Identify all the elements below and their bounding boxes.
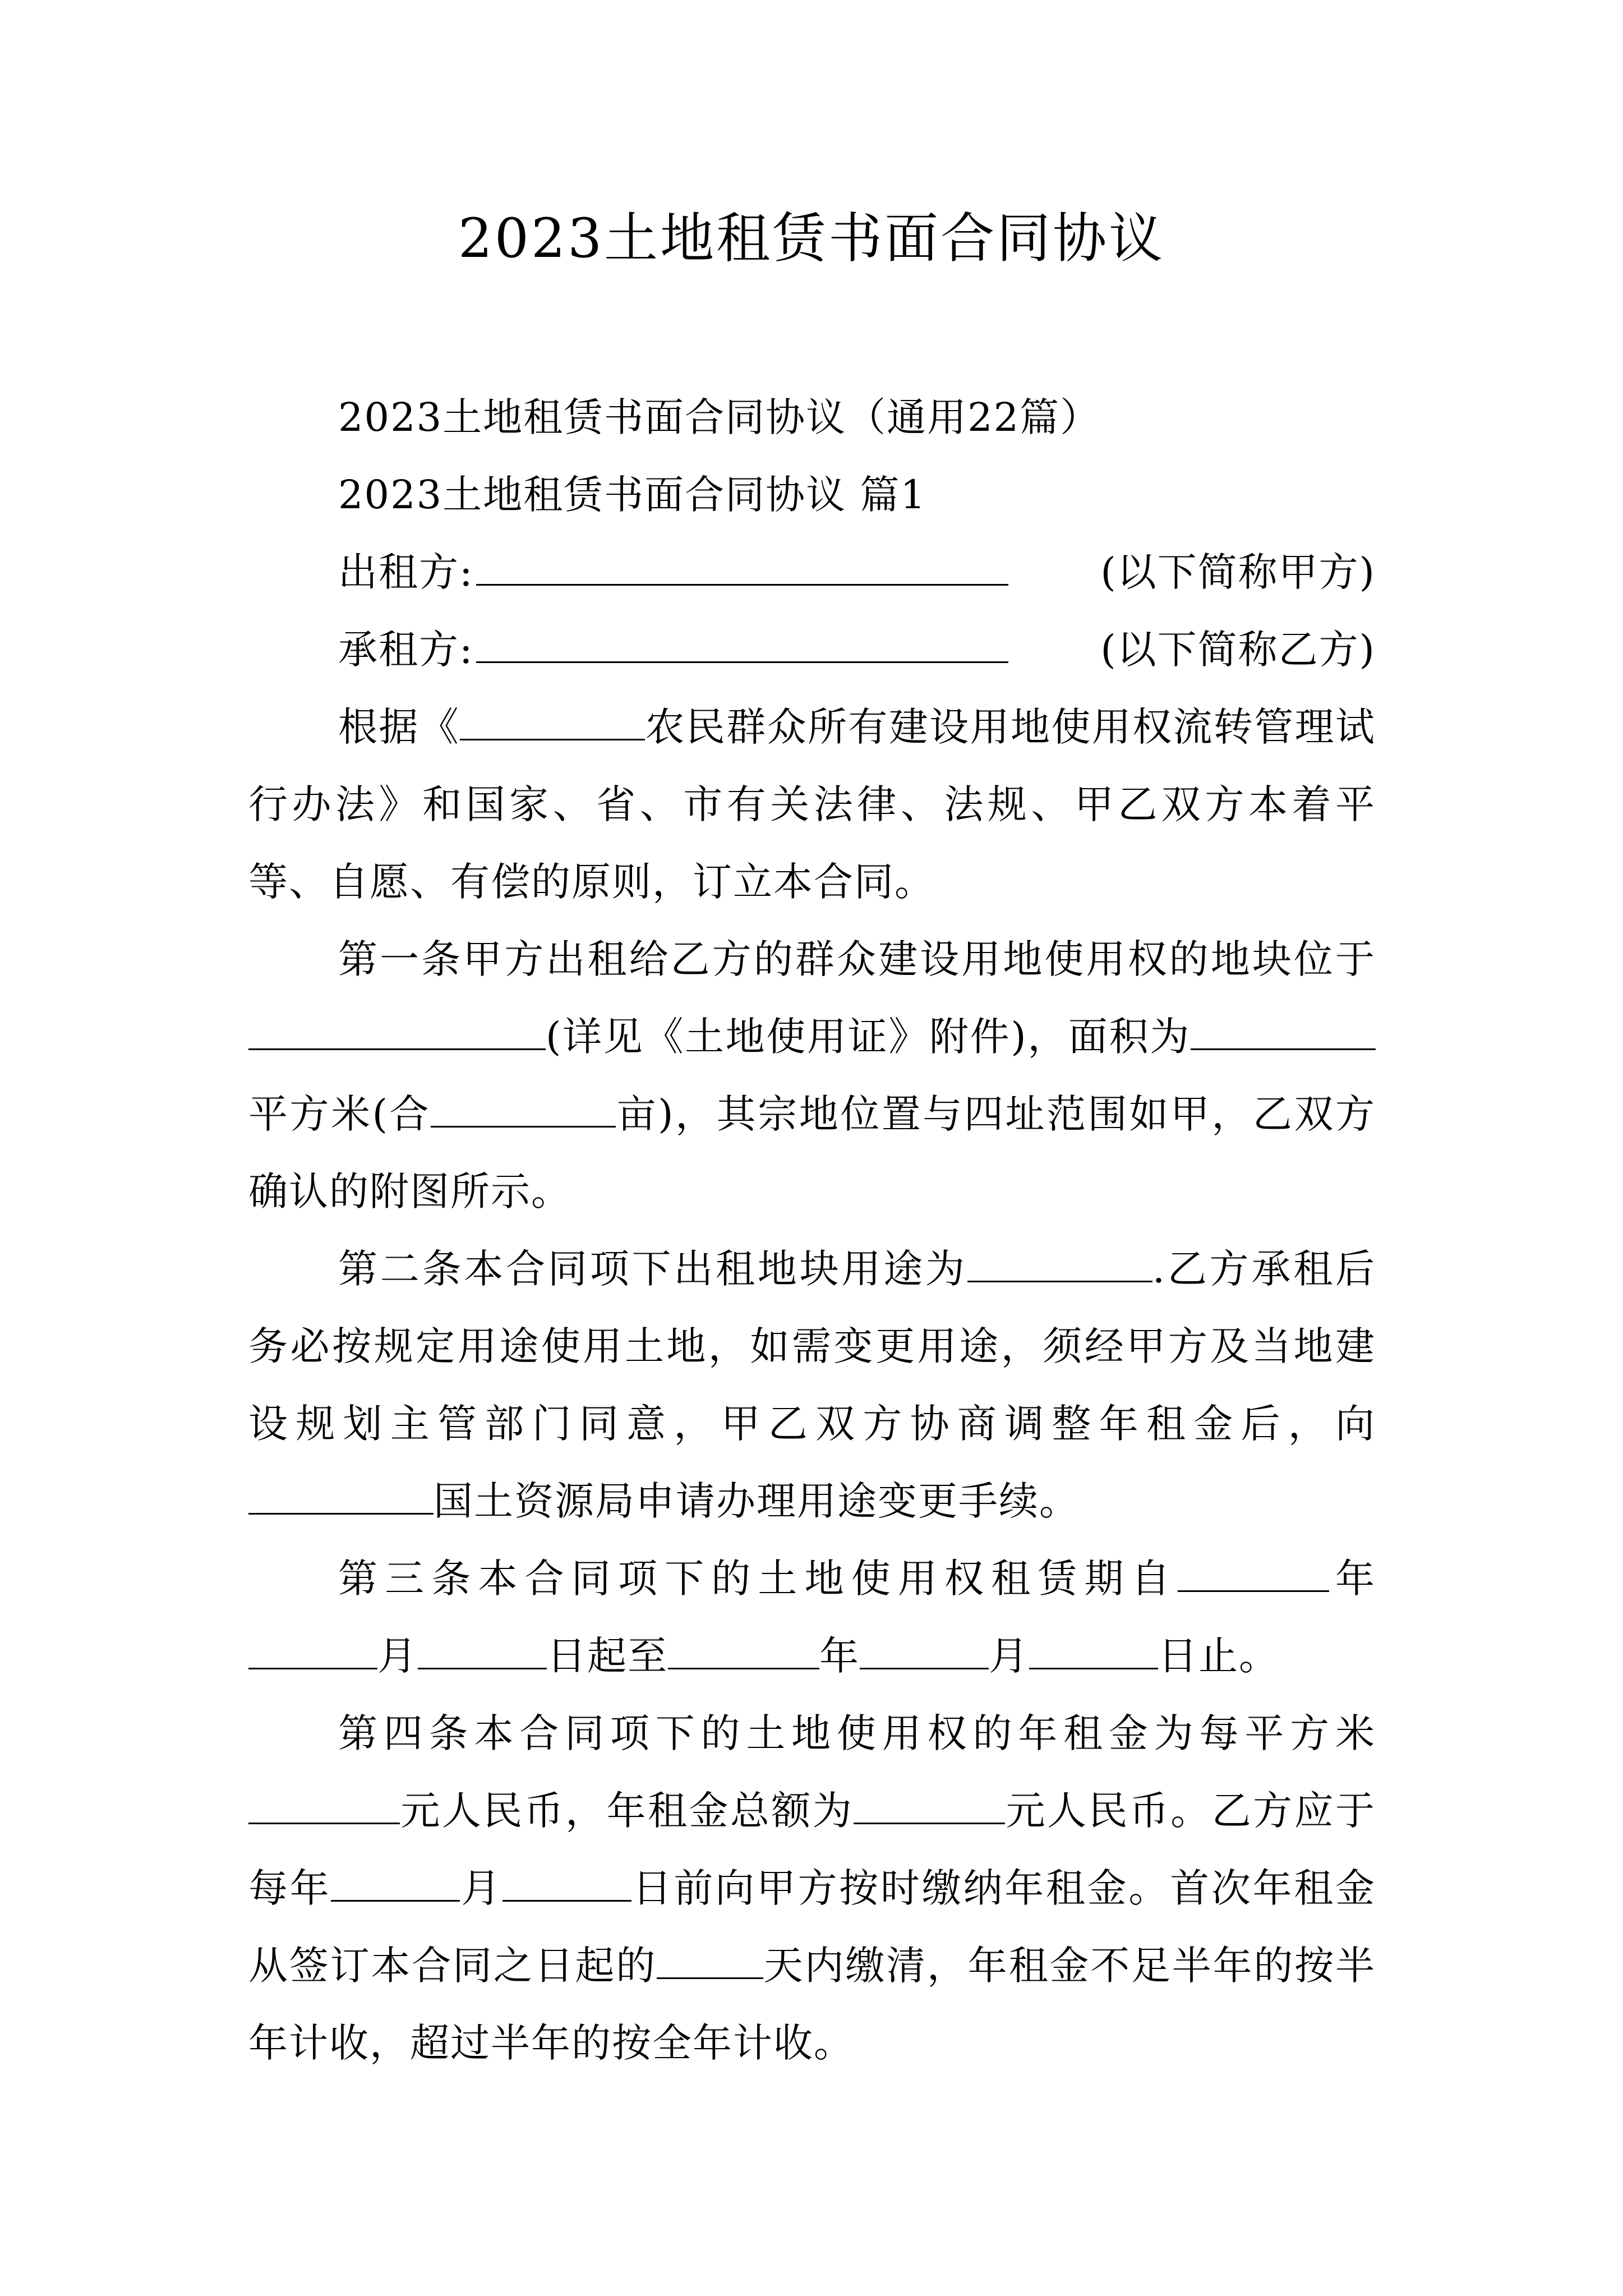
fill-blank (860, 1635, 989, 1669)
fill-blank (502, 1867, 631, 1902)
article-4-text-1: 第四条本合同项下的土地使用权的年租金为每平方米 (338, 1710, 1376, 1756)
article-3-month: 月 (377, 1633, 418, 1679)
fill-blank (1029, 1635, 1158, 1669)
article-1 (248, 921, 1376, 1230)
fill-blank (460, 706, 645, 740)
article-4 (248, 1695, 1376, 2082)
article-2-text-2: .乙方承租后务必按规定用途使用土地，如需变更用途，须经甲方及当地建设规划主管部门同意，甲乙双方协商调整年租金后，向 (248, 1246, 1376, 1447)
fill-blank (1178, 1558, 1329, 1592)
basis-paragraph (248, 688, 1376, 921)
article-3-day-from: 日起至 (547, 1633, 668, 1679)
article-3-month-2: 月 (989, 1633, 1029, 1679)
article-1-text-2: (详见《土地使用证》附件)，面积为 (546, 1014, 1191, 1060)
article-4-text-6: 天内缴清，年租金不足半年的按半年计收，超过半年的按全年计收。 (248, 1943, 1376, 2066)
lessee-line (248, 611, 1376, 688)
lessor-blank (476, 550, 1009, 586)
document-title: 2023土地租赁书面合同协议 (458, 207, 1165, 270)
lessee-blank (476, 628, 1009, 663)
fill-blank (1191, 1016, 1376, 1050)
article-3-year: 年 (1329, 1556, 1376, 1602)
article-3-year-2: 年 (819, 1633, 860, 1679)
fill-blank (854, 1790, 1005, 1824)
article-3-day-to: 日止。 (1158, 1633, 1279, 1679)
lessee-label: 承租方: (338, 627, 474, 673)
article-4-text-4: 月 (460, 1865, 502, 1911)
fill-blank (967, 1248, 1152, 1282)
article-4-text-5: 日前向甲方按时缴纳年租金。首次年租金从签订本合同之日起的 (248, 1865, 1376, 1989)
lessor-line (248, 533, 1376, 611)
lessee-suffix: (以下简称乙方) (1100, 627, 1376, 673)
article-2-text-3: 国土资源局申请办理用途变更手续。 (434, 1478, 1080, 1524)
basis-text-1: 根据《 (338, 704, 460, 750)
article-4-text-2: 元人民币，年租金总额为 (400, 1788, 854, 1834)
section-heading: 2023土地租赁书面合同协议 篇1 (338, 472, 926, 518)
lessor-label: 出租方: (338, 549, 474, 595)
fill-blank (248, 1480, 434, 1515)
fill-blank (248, 1635, 377, 1669)
fill-blank (418, 1635, 547, 1669)
article-1-text-3: 平方米(合 (248, 1091, 431, 1137)
fill-blank (431, 1093, 616, 1128)
fill-blank (331, 1867, 460, 1902)
document-subtitle: 2023土地租赁书面合同协议（通用22篇） (338, 394, 1101, 440)
fill-blank (248, 1790, 400, 1824)
article-3 (248, 1540, 1376, 1695)
fill-blank (248, 1016, 546, 1050)
article-2-text-1: 第二条本合同项下出租地块用途为 (338, 1246, 967, 1292)
article-4-text-3: 元人民币。乙方应于每年 (248, 1788, 1376, 1911)
basis-text-2: 农民群众所有建设用地使用权流转管理试行办法》和国家、省、市有关法律、法规、甲乙双方本着平等、自愿、有偿的原则，订立本合同。 (248, 704, 1376, 905)
article-1-text-1: 第一条甲方出租给乙方的群众建设用地使用权的地块位于 (338, 936, 1376, 982)
fill-blank (657, 1945, 763, 1979)
lessor-suffix: (以下简称甲方) (1100, 549, 1376, 595)
document-body (248, 379, 1376, 2082)
fill-blank (668, 1635, 819, 1669)
article-3-text-1: 第三条本合同项下的土地使用权租赁期自 (338, 1556, 1178, 1602)
article-2 (248, 1230, 1376, 1540)
article-1-text-4: 亩)，其宗地位置与四址范围如甲，乙双方确认的附图所示。 (248, 1091, 1376, 1214)
